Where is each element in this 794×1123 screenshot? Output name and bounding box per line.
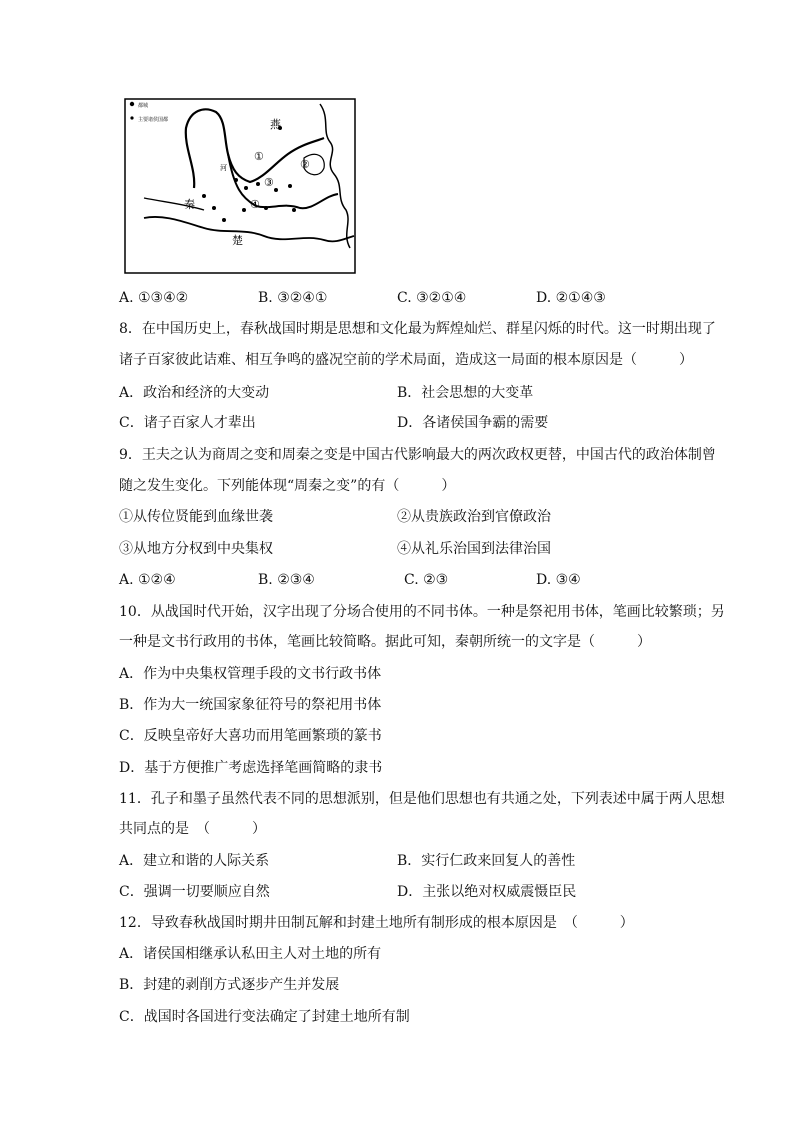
q10-option-a: A．作为中央集权管理手段的文书行政书体: [119, 666, 382, 682]
label-chu: 楚: [232, 234, 243, 247]
q9-statement-2: ②从贵族政治到官僚政治: [397, 509, 551, 525]
q8-stem-line-2: 诸子百家彼此诘难、相互争鸣的盛况空前的学术局面，造成这一局面的根本原因是（ ）: [119, 352, 693, 368]
label-circle-4: ④: [250, 198, 260, 211]
q8-option-b: B．社会思想的大变革: [397, 385, 534, 401]
q9-statement-3: ③从地方分权到中央集权: [119, 541, 273, 557]
q9-option-b: B. ②③④: [258, 572, 315, 588]
map-svg: [124, 98, 356, 274]
q10-option-c: C．反映皇帝好大喜功而用笔画繁琐的篆书: [119, 728, 382, 744]
q9-stem-line-2: 随之发生变化。下列能体现“周秦之变”的有（ ）: [119, 478, 456, 494]
q9-option-c: C. ②③: [404, 572, 449, 588]
q7-option-c: C. ③②①④: [397, 290, 467, 306]
label-circle-1: ①: [254, 150, 264, 163]
label-qin: 秦: [184, 198, 195, 211]
q12-option-b: B．封建的剥削方式逐步产生并发展: [119, 977, 340, 993]
label-circle-2: ②: [300, 158, 310, 171]
q11-stem-line-1: 11．孔子和墨子虽然代表不同的思想派别，但是他们思想也有共通之处，下列表述中属于两人思想: [119, 791, 725, 807]
q8-option-a: A．政治和经济的大变动: [119, 385, 270, 401]
q10-option-d: D．基于方便推广考虑选择笔画简略的隶书: [119, 760, 383, 776]
q9-statement-4: ④从礼乐治国到法律治国: [397, 541, 551, 557]
q10-option-b: B．作为大一统国家象征符号的祭祀用书体: [119, 697, 382, 713]
q9-stem-line-1: 9．王夫之认为商周之变和周秦之变是中国古代影响最大的两次政权更替，中国古代的政治体制曾: [119, 447, 716, 463]
warring-states-map: [124, 98, 356, 274]
q7-option-b: B. ③②④①: [258, 290, 328, 306]
q7-option-a: A. ①③④②: [119, 290, 189, 306]
q12-option-a: A．诸侯国相继承认私田主人对土地的所有: [119, 946, 382, 962]
q12-stem-line-1: 12．导致春秋战国时期井田制瓦解和封建土地所有制形成的根本原因是 （ ）: [119, 915, 634, 931]
q11-stem-line-2: 共同点的是 （ ）: [119, 821, 266, 837]
q9-option-a: A. ①②④: [119, 572, 176, 588]
q11-option-b: B．实行仁政来回复人的善性: [397, 853, 576, 869]
legend-state-label: 主要诸侯国都: [138, 117, 169, 123]
q8-option-c: C．诸子百家人才辈出: [119, 415, 256, 431]
label-he: 河: [220, 164, 227, 172]
legend-state-dot: [130, 116, 133, 119]
q8-option-d: D．各诸侯国争霸的需要: [397, 415, 549, 431]
q12-option-c: C．战国时各国进行变法确定了封建土地所有制: [119, 1009, 410, 1025]
legend-capital-dot: [130, 102, 134, 106]
label-yan: 燕: [270, 118, 281, 131]
q7-option-d: D. ②①④③: [536, 290, 606, 306]
label-circle-3: ③: [264, 176, 274, 189]
q11-option-a: A．建立和谐的人际关系: [119, 853, 270, 869]
legend-capital-label: 都城: [138, 103, 149, 109]
q10-stem-line-2: 一种是文书行政用的书体，笔画比较简略。据此可知，秦朝所统一的文字是（ ）: [119, 634, 651, 650]
q11-option-d: D．主张以绝对权威震慑臣民: [397, 884, 577, 900]
q9-option-d: D. ③④: [536, 572, 581, 588]
q9-statement-1: ①从传位贤能到血缘世袭: [119, 509, 273, 525]
q10-stem-line-1: 10．从战国时代开始，汉字出现了分场合使用的不同书体。一种是祭祀用书体，笔画比较繁琐；另: [119, 604, 725, 620]
q8-stem-line-1: 8．在中国历史上，春秋战国时期是思想和文化最为辉煌灿烂、群星闪烁的时代。这一时期出现了: [119, 321, 716, 337]
q11-option-c: C．强调一切要顺应自然: [119, 884, 270, 900]
